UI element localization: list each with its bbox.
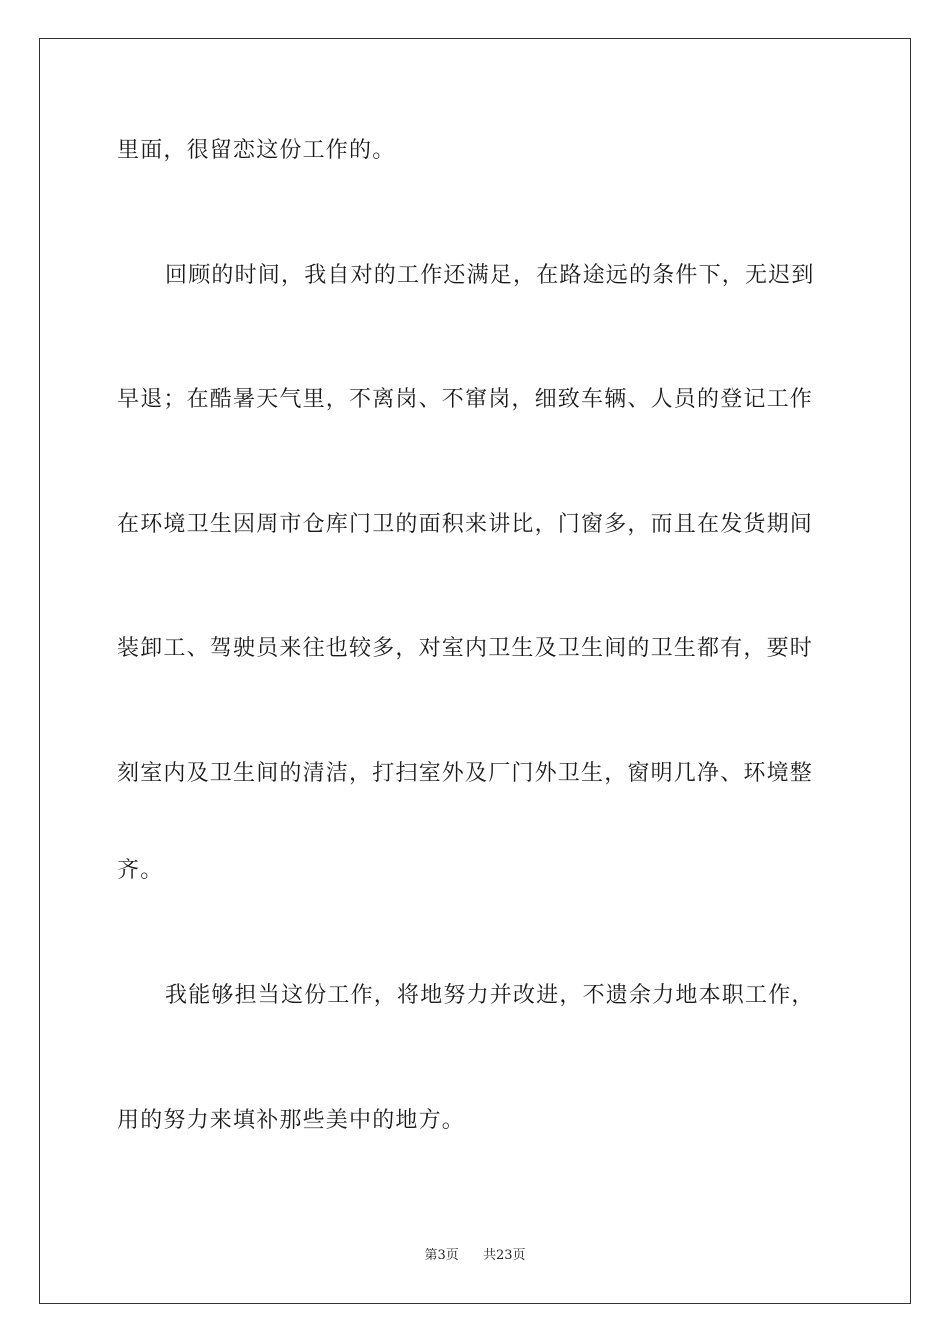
- page-footer: [0, 1247, 950, 1265]
- text-line-9: 用的努力来填补那些美中的地方。: [117, 1108, 466, 1133]
- text-line-1: 里面，很留恋这份工作的。: [117, 138, 396, 163]
- text-line-4: 在环境卫生因周市仓库门卫的面积来讲比，门窗多，而且在发货期间: [117, 512, 814, 537]
- text-line-8: 我能够担当这份工作，将地努力并改进，不遗余力地本职工作，: [165, 983, 815, 1008]
- page-number: 第3页: [424, 1248, 459, 1263]
- text-line-5: 装卸工、驾驶员来往也较多，对室内卫生及卫生间的卫生都有，要时: [117, 636, 814, 661]
- text-line-7: 齐。: [117, 858, 164, 883]
- page-total: 共23页: [483, 1248, 526, 1263]
- text-line-3: 早退；在酷暑天气里，不离岗、不窜岗，细致车辆、人员的登记工作: [117, 387, 814, 412]
- text-line-6: 刻室内及卫生间的清洁，打扫室外及厂门外卫生，窗明几净、环境整: [117, 761, 814, 786]
- text-line-2: 回顾的时间，我自对的工作还满足，在路途远的条件下，无迟到: [165, 263, 815, 288]
